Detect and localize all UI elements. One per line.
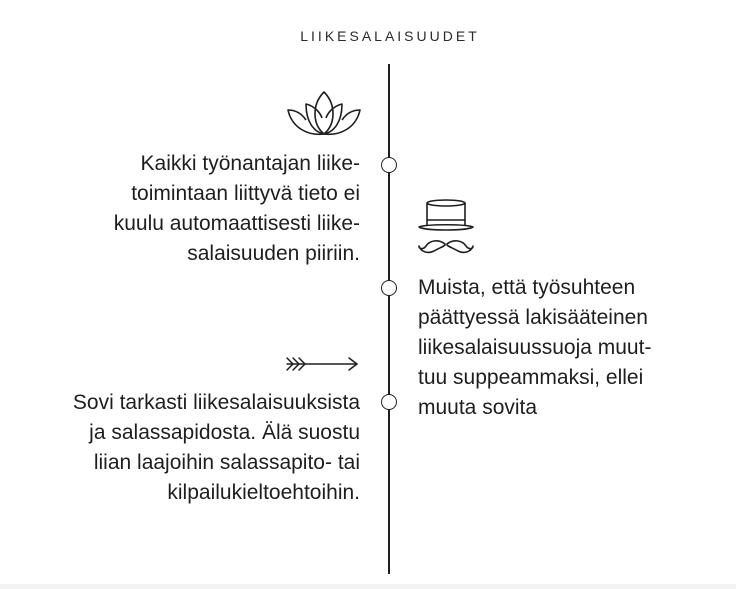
text-line: salaisuuden piiriin. [187, 242, 360, 265]
bottom-divider [0, 584, 736, 589]
timeline-node [381, 157, 397, 173]
text-line: tuu suppeammaksi, ellei [418, 366, 644, 389]
text-line: liian laajoihin salassapito- tai [93, 451, 360, 474]
text-line: Sovi tarkasti liikesalaisuuksista [72, 391, 360, 414]
text-line: päättyessä lakisääteinen [418, 306, 648, 329]
timeline-node [381, 394, 397, 410]
text-line: Kaikki työnantajan liike- [140, 152, 360, 175]
timeline-line [388, 64, 390, 574]
text-line: kuulu automaattisesti liike- [113, 212, 360, 235]
text-line: ja salassapidosta. Älä suostu [89, 421, 360, 444]
timeline-node [381, 280, 397, 296]
text-line: muuta sovita [418, 396, 538, 419]
lotus-icon [284, 88, 364, 143]
text-line: kilpailukieltoehtoihin. [167, 481, 360, 504]
text-line: liikesalaisuussuoja muut- [418, 336, 652, 359]
timeline-text-block [114, 149, 360, 269]
arrow-icon [285, 356, 361, 377]
page-title: LIIKESALAISUUDET [300, 28, 480, 44]
timeline-text-block [73, 388, 360, 508]
timeline-text-block [418, 273, 651, 423]
text-line: Muista, että työsuhteen [418, 276, 636, 299]
top-hat-mustache-icon [416, 196, 478, 263]
text-line: toimintaan liittyvä tieto ei [131, 182, 360, 205]
